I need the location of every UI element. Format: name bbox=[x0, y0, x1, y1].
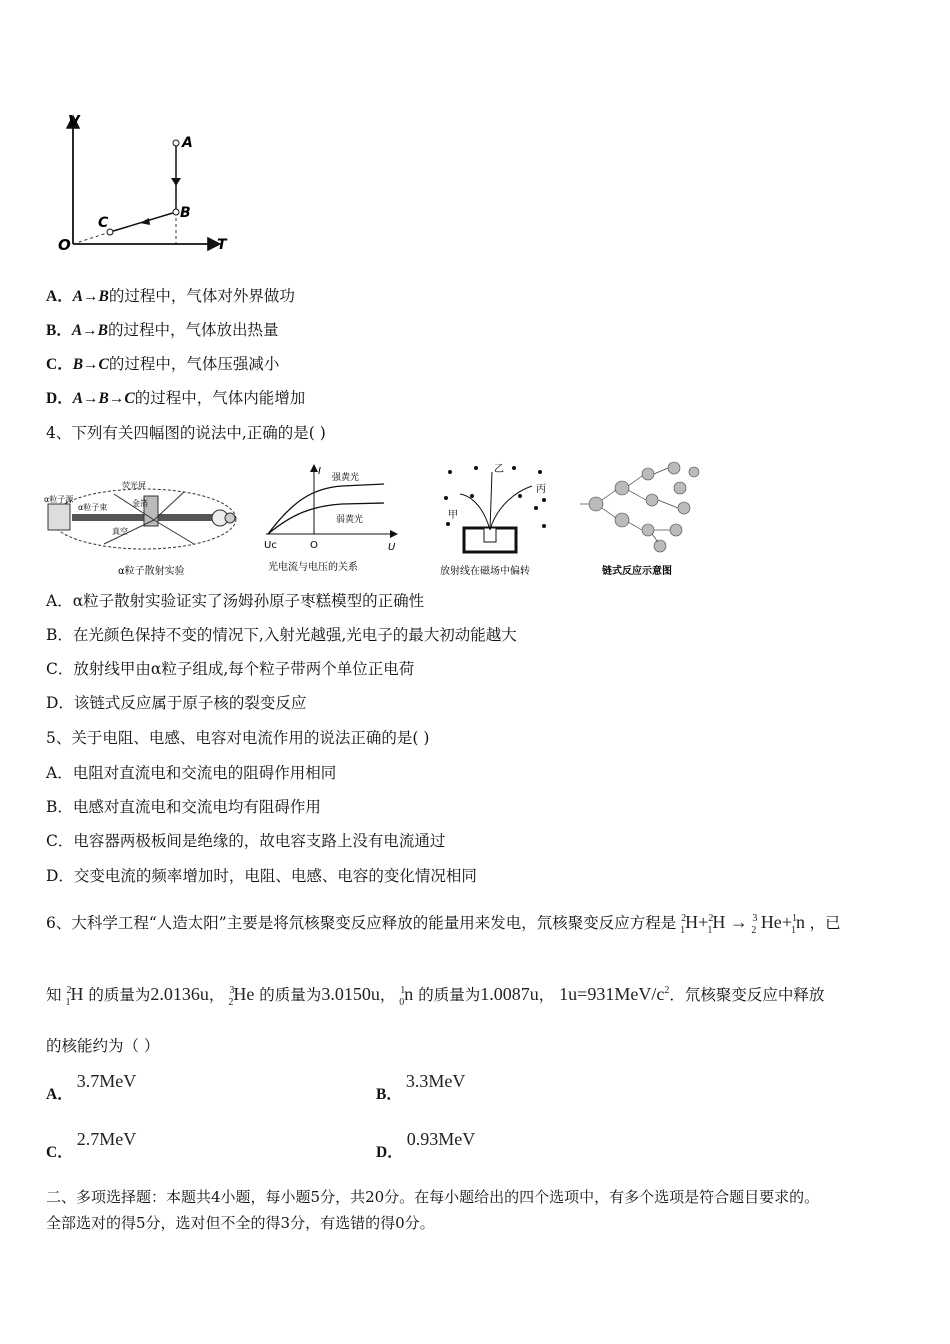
q4-option-a: A．α粒子散射实验证实了汤姆孙原子枣糕模型的正确性 bbox=[46, 592, 425, 610]
alpha-label-source: α粒子源 bbox=[44, 495, 74, 504]
radiation-label-yi: 乙 bbox=[494, 464, 504, 475]
photo-label-weak: 弱黄光 bbox=[336, 515, 364, 525]
q3-option-d: D．A→B→C的过程中，气体内能增加 bbox=[46, 389, 306, 407]
q6-stem-line2: 知 $^2_1$H 的质量为2.0136u， $^3_2$He 的质量为3.0150u， $^1_0$n 的质量为1.0087u， $1u=931MeV/c^2$．氘核聚变反应中释放 bbox=[46, 984, 825, 1008]
vt-graph bbox=[52, 108, 242, 258]
point-c-label: C bbox=[98, 215, 109, 231]
point-a bbox=[173, 140, 179, 146]
photo-label-uc: Uc bbox=[264, 540, 277, 551]
photocurrent-figure bbox=[262, 462, 412, 580]
photo-label-i: I bbox=[318, 466, 321, 477]
alpha-scattering-figure bbox=[44, 474, 244, 580]
t-axis-label: T bbox=[217, 237, 227, 253]
alpha-label-beam: α粒子束 bbox=[78, 503, 108, 512]
q6-option-b: B．3.3MeV bbox=[376, 1071, 466, 1103]
q3-option-b: B．A→B的过程中，气体放出热量 bbox=[46, 321, 279, 339]
radiation-label-bing: 丙 bbox=[536, 484, 546, 495]
q5-stem: 5、关于电阻、电感、电容对电流作用的说法正确的是( ) bbox=[46, 729, 430, 747]
q4-stem: 4、下列有关四幅图的说法中,正确的是( ) bbox=[46, 424, 326, 442]
point-a-label: A bbox=[182, 135, 193, 151]
chain-figure-caption: 链式反应示意图 bbox=[602, 566, 672, 577]
alpha-label-screen: 荧光屏 bbox=[122, 481, 146, 490]
q5-option-c: C．电容器两极板间是绝缘的，故电容支路上没有电流通过 bbox=[46, 832, 446, 850]
point-b-label: B bbox=[180, 205, 191, 221]
section2-line2: 全部选对的得5分，选对但不全的得3分，有选错的得0分。 bbox=[46, 1214, 435, 1232]
alpha-figure-caption: α粒子散射实验 bbox=[118, 566, 185, 577]
q3-option-c: C．B→C的过程中，气体压强减小 bbox=[46, 355, 280, 373]
q6-stem-line1: 6、大科学工程“人造太阳”主要是将氘核聚变反应释放的能量用来发电，氘核聚变反应方程是 $^2_1$H+$^2_1$H → $^3_2$ He+$^1_1$n ，已 bbox=[46, 912, 841, 936]
photo-label-o: O bbox=[310, 540, 318, 551]
dashed-ref-line bbox=[73, 232, 110, 244]
q6-stem-line3: 的核能约为（ ） bbox=[46, 1037, 160, 1055]
radiation-label-jia: 甲 bbox=[448, 510, 458, 521]
section2-line1: 二、多项选择题：本题共4小题，每小题5分，共20分。在每小题给出的四个选项中，有多个选项是符合题目要求的。 bbox=[46, 1188, 820, 1206]
chain-reaction-figure bbox=[576, 458, 716, 580]
q4-option-d: D．该链式反应属于原子核的裂变反应 bbox=[46, 694, 307, 712]
radiation-figure bbox=[436, 458, 556, 580]
photo-figure-caption: 光电流与电压的关系 bbox=[268, 562, 358, 573]
bc-arrow bbox=[140, 218, 150, 225]
point-b bbox=[173, 209, 179, 215]
photo-label-u: U bbox=[388, 542, 396, 553]
q4-option-c: C．放射线甲由α粒子组成,每个粒子带两个单位正电荷 bbox=[46, 660, 415, 678]
v-axis-label: V bbox=[68, 112, 80, 130]
q4-option-b: B．在光颜色保持不变的情况下,入射光越强,光电子的最大初动能越大 bbox=[46, 626, 517, 644]
photo-label-strong: 强黄光 bbox=[332, 473, 360, 483]
ab-arrow bbox=[171, 178, 181, 186]
fusion-equation: $^2_1$H+$^2_1$H → $^3_2$ He+$^1_1$n bbox=[680, 912, 805, 936]
alpha-label-foil: 金箔 bbox=[132, 499, 148, 508]
origin-label: O bbox=[58, 236, 71, 254]
q5-option-a: A．电阻对直流电和交流电的阻碍作用相同 bbox=[46, 764, 337, 782]
q3-option-a: A．A→B的过程中，气体对外界做功 bbox=[46, 287, 295, 305]
radiation-figure-caption: 放射线在磁场中偏转 bbox=[440, 566, 530, 577]
q5-option-b: B．电感对直流电和交流电均有阻碍作用 bbox=[46, 798, 321, 816]
q6-option-d: D．0.93MeV bbox=[376, 1129, 476, 1161]
q6-option-c: C．2.7MeV bbox=[46, 1129, 137, 1161]
alpha-label-vacuum: 真空 bbox=[112, 527, 128, 536]
q5-option-d: D．交变电流的频率增加时，电阻、电感、电容的变化情况相同 bbox=[46, 867, 477, 885]
q6-option-a: A．3.7MeV bbox=[46, 1071, 137, 1103]
